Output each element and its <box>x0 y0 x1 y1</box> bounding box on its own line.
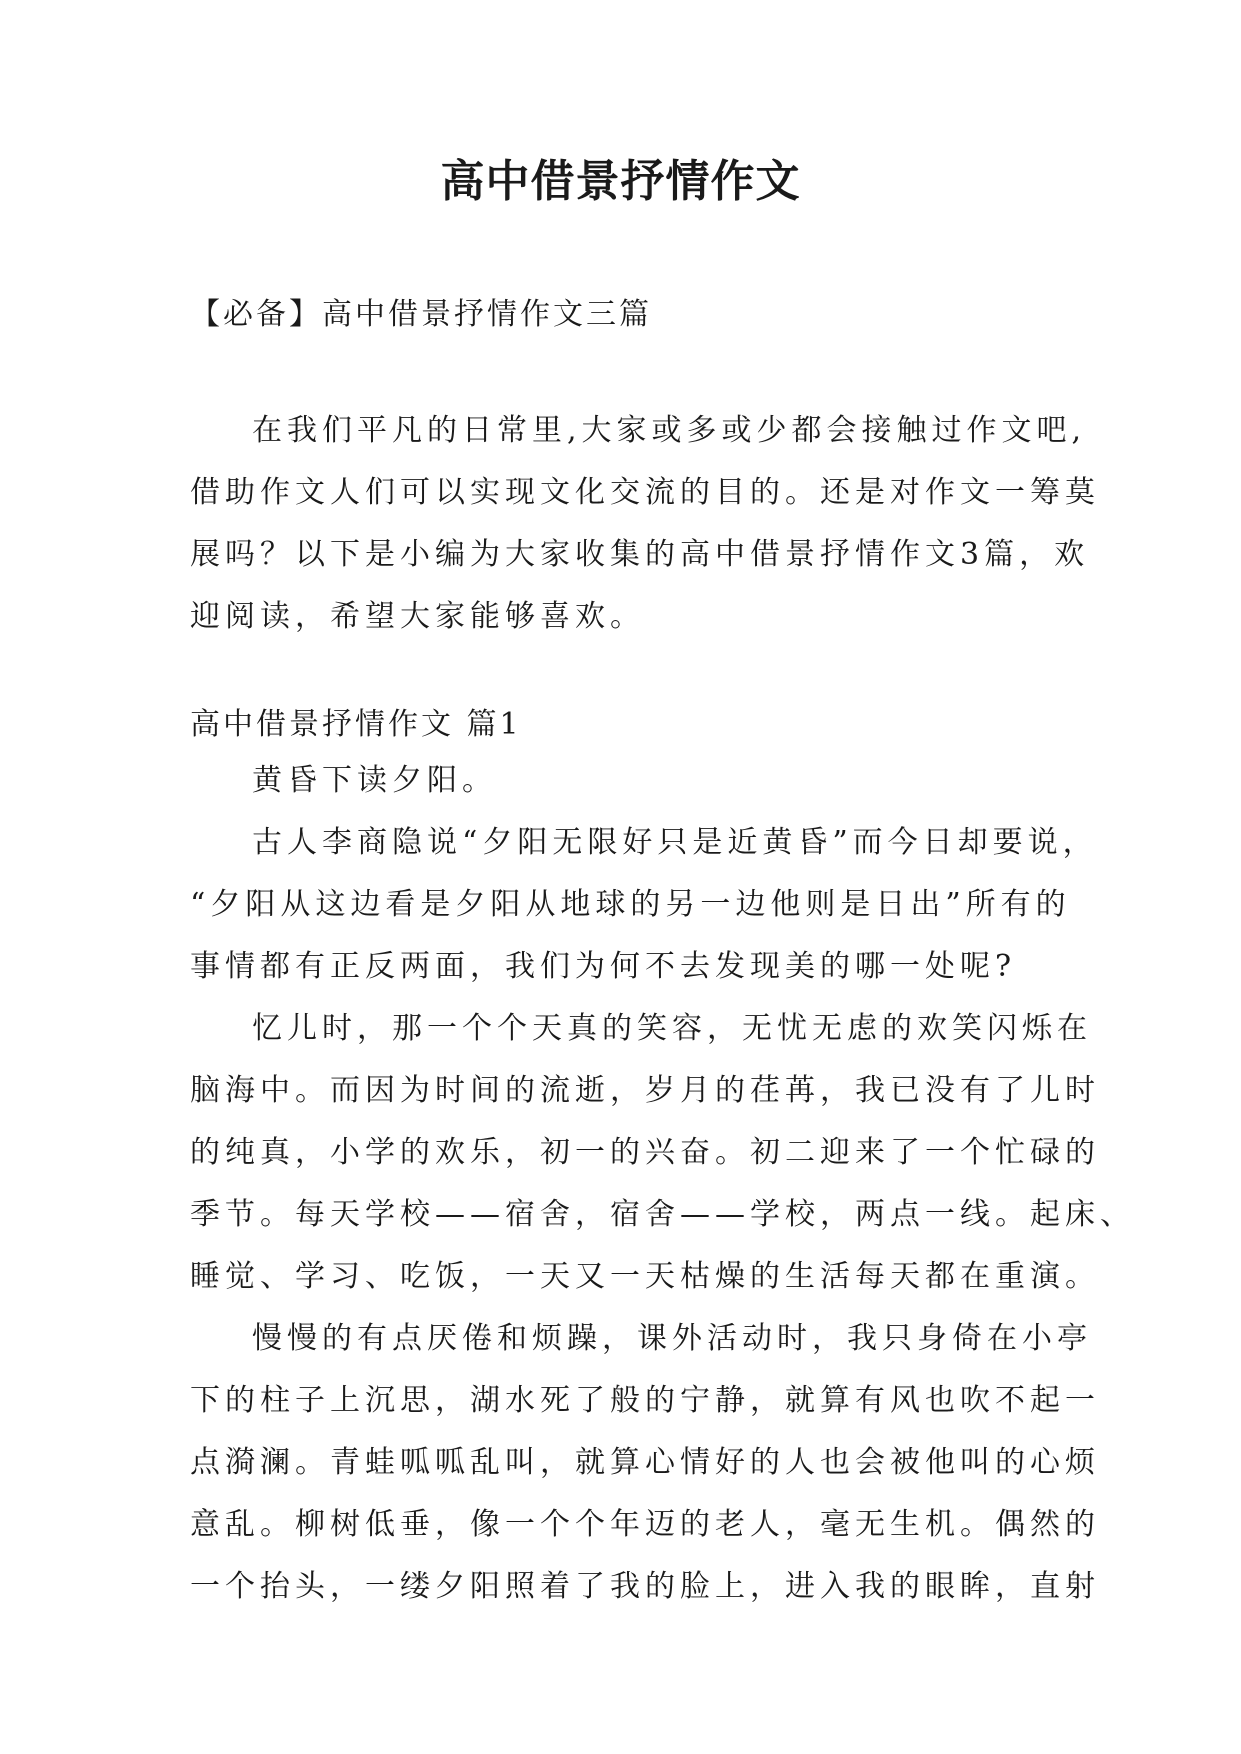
essay-line: 慢慢的有点厌倦和烦躁，课外活动时，我只身倚在小亭 <box>252 1321 1092 1356</box>
section-heading: 高中借景抒情作文 篇1 <box>190 707 522 742</box>
essay-line: 一个抬头，一缕夕阳照着了我的脸上，进入我的眼眸，直射 <box>190 1569 1100 1604</box>
essay-line: 意乱。柳树低垂，像一个个年迈的老人，毫无生机。偶然的 <box>190 1507 1100 1542</box>
intro-line: 借助作文人们可以实现文化交流的目的。还是对作文一筹莫 <box>190 475 1100 510</box>
intro-line: 迎阅读，希望大家能够喜欢。 <box>190 599 645 634</box>
essay-line: 古人李商隐说“夕阳无限好只是近黄昏”而今日却要说， <box>252 825 1098 860</box>
essay-line: 下的柱子上沉思，湖水死了般的宁静，就算有风也吹不起一 <box>190 1383 1100 1418</box>
intro-paragraph <box>190 400 1100 648</box>
essay-line: 黄昏下读夕阳。 <box>252 763 497 798</box>
essay-line: “夕阳从这边看是夕阳从地球的另一边他则是日出”所有的 <box>190 887 1071 922</box>
essay-body <box>190 750 1135 1618</box>
essay-line: 点漪澜。青蛙呱呱乱叫，就算心情好的人也会被他叫的心烦 <box>190 1445 1100 1480</box>
essay-line: 脑海中。而因为时间的流逝，岁月的荏苒，我已没有了儿时 <box>190 1073 1100 1108</box>
essay-line: 忆儿时，那一个个天真的笑容，无忧无虑的欢笑闪烁在 <box>252 1011 1092 1046</box>
essay-line: 季节。每天学校——宿舍，宿舍——学校，两点一线。起床、 <box>190 1197 1135 1232</box>
essay-line: 的纯真，小学的欢乐，初一的兴奋。初二迎来了一个忙碌的 <box>190 1135 1100 1170</box>
intro-line: 在我们平凡的日常里,大家或多或少都会接触过作文吧, <box>252 413 1087 448</box>
intro-line: 展吗？以下是小编为大家收集的高中借景抒情作文3篇，欢 <box>190 537 1090 572</box>
essay-line: 事情都有正反两面，我们为何不去发现美的哪一处呢? <box>190 949 1017 984</box>
document-title: 高中借景抒情作文 <box>440 156 801 207</box>
essay-line: 睡觉、学习、吃饭，一天又一天枯燥的生活每天都在重演。 <box>190 1259 1100 1294</box>
document-subtitle: 【必备】高中借景抒情作文三篇 <box>190 297 652 332</box>
